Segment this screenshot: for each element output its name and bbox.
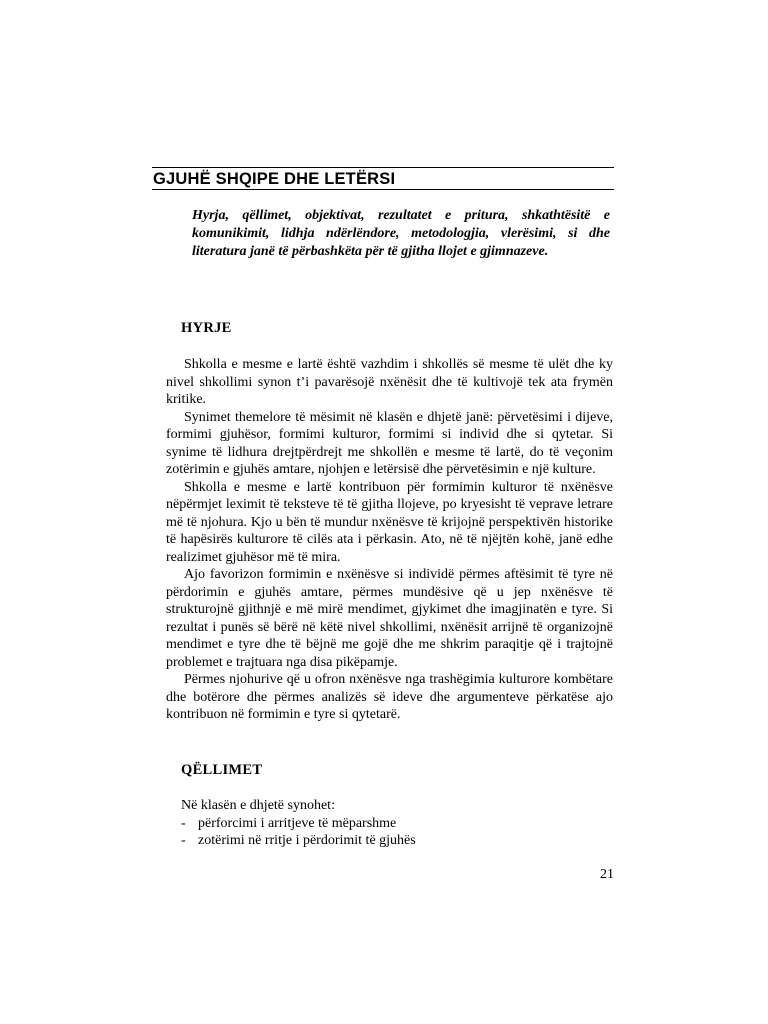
list-item xyxy=(181,832,601,850)
list-marker: - xyxy=(181,815,186,831)
qellimet-list xyxy=(181,815,601,850)
hyrje-paragraph-2: Synimet themelore të mësimit në klasën e dhjetë janë: përvetësimi i dijeve, formimi gjuhësor, formimi kulturor, formimi si individ dhe si qytetar. Si synime të lidhura drejtpërdrejt me shkollën e mesme të lartë, do të veçonim zotërimin e gjuhës amtare, njohjen e letërsisë dhe përvetësimin e një kulture. xyxy=(166,409,613,477)
list-item-text: zotërimi në rritje i përdorimit të gjuhës xyxy=(198,833,416,848)
qellimet-lead: Në klasën e dhjetë synohet: xyxy=(181,798,335,813)
heading-hyrje: HYRJE xyxy=(181,320,232,336)
header-rule-bottom xyxy=(152,189,614,190)
hyrje-paragraph-5: Përmes njohurive që u ofron nxënësve nga trashëgimia kulturore kombëtare dhe botërore dhe përmes analizës së ideve dhe argumenteve përkatëse ajo kontribuon në formimin e tyre si qytetarë. xyxy=(166,672,613,722)
list-item-text: përforcimi i arritjeve të mëparshme xyxy=(198,815,397,831)
heading-qellimet: QËLLIMET xyxy=(181,762,263,778)
hyrje-paragraph-4: Ajo favorizon formimin e nxënësve si individë përmes aftësimit të tyre në përdorimin e gjuhës amtare, përmes mundësive që u jep nxënësve të strukturojnë gjithnjë e më mirë mendimet, gjykimet dhe imagjinatën e tyre. Si rezultat i punës së bërë në këtë nivel shkollimi, nxënësit arrijnë të organizojnë mendimet e tyre dhe të bëjnë me gojë dhe me shkrim paraqitje që i trajtojnë problemet e trajtuara nga disa pikëpamje. xyxy=(166,567,613,670)
intro-paragraph: Hyrja, qëllimet, objektivat, rezultatet e pritura, shkathtësitë e komunikimit, lidhja ndërlëndore, metodologjia, vlerësimi, si dhe literatura janë të përbashkëta për të gjitha llojet e gjimnazeve. xyxy=(192,208,610,259)
qellimet-section xyxy=(181,797,601,850)
list-item xyxy=(181,815,601,833)
hyrje-body xyxy=(166,356,613,724)
page-number: 21 xyxy=(600,867,614,882)
section-title: GJUHË SHQIPE DHE LETËRSI xyxy=(153,170,396,188)
hyrje-paragraph-3: Shkolla e mesme e lartë kontribuon për formimin kulturor të nxënësve nëpërmjet leximit të teksteve të të gjitha llojeve, po kryesisht të veprave letrare më të njohura. Kjo u bën të mundur nxënësve të krijojnë perspektivën historike të hapësirës kulturore të cilës ata i përkasin. Ato, në të njëjtën kohë, janë edhe realizimet gjuhësor më të mira. xyxy=(166,479,613,565)
header-rule-top xyxy=(152,167,614,168)
hyrje-paragraph-1: Shkolla e mesme e lartë është vazhdim i shkollës së mesme të ulët dhe ky nivel shkollimi synon t’i pavarësojë nxënësit dhe të kultivojë tek ata frymën kritike. xyxy=(166,357,613,407)
list-marker: - xyxy=(181,833,186,848)
